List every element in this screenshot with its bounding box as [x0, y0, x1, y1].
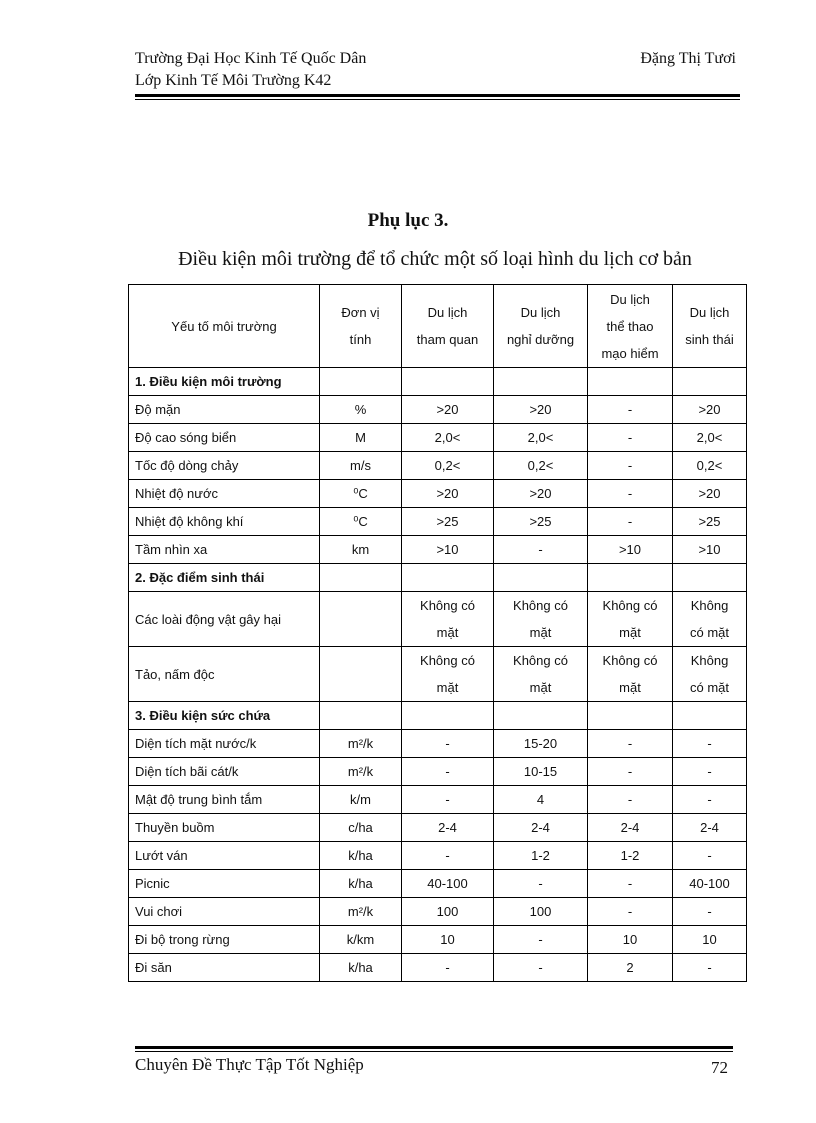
value-cell: -: [673, 842, 747, 870]
appendix-title: Phụ lục 3.: [367, 210, 449, 231]
value-cell: 4: [494, 786, 588, 814]
value-cell: -: [494, 926, 588, 954]
value-cell: km: [320, 536, 402, 564]
value-cell: 40-100: [673, 870, 747, 898]
value-cell: >25: [673, 508, 747, 536]
section-row: [129, 702, 747, 730]
table-row: [129, 926, 747, 954]
value-cell: 2: [588, 954, 673, 982]
value-cell: 2-4: [588, 814, 673, 842]
col-header-unit: Đơn vị tính: [320, 285, 402, 368]
value-cell: 0,2<: [673, 452, 747, 480]
row-label-cell: Độ mặn: [129, 396, 320, 424]
section-row: [129, 368, 747, 396]
value-cell: [320, 368, 402, 396]
value-cell: m²/k: [320, 898, 402, 926]
col-header-adventure: Du lịch thể thao mạo hiểm: [588, 285, 673, 368]
value-cell: >20: [402, 480, 494, 508]
row-label-cell: Mật độ trung bình tắm: [129, 786, 320, 814]
row-label-cell: Lướt ván: [129, 842, 320, 870]
value-cell: [320, 702, 402, 730]
footer-rule: [135, 1046, 733, 1049]
value-cell: %: [320, 396, 402, 424]
header-class: Lớp Kinh Tế Môi Trường K42: [135, 72, 332, 89]
value-cell: m²/k: [320, 758, 402, 786]
value-cell: Không có mặt: [402, 592, 494, 647]
value-cell: >20: [673, 480, 747, 508]
row-label-cell: Đi săn: [129, 954, 320, 982]
footer-title: Chuyên Đề Thực Tập Tốt Nghiệp: [135, 1055, 364, 1074]
table-row: [129, 480, 747, 508]
value-cell: 2,0<: [402, 424, 494, 452]
table-header-row: [129, 285, 747, 368]
value-cell: -: [494, 870, 588, 898]
value-cell: -: [588, 452, 673, 480]
table-row: [129, 508, 747, 536]
value-cell: -: [673, 758, 747, 786]
value-cell: -: [402, 758, 494, 786]
page-number: 72: [711, 1058, 728, 1077]
value-cell: -: [402, 730, 494, 758]
table-row: [129, 898, 747, 926]
header-author: Đặng Thị Tươi: [640, 50, 736, 67]
value-cell: 15-20: [494, 730, 588, 758]
value-cell: 10: [673, 926, 747, 954]
value-cell: [402, 368, 494, 396]
row-label-cell: Tảo, nấm độc: [129, 647, 320, 702]
value-cell: 0,2<: [494, 452, 588, 480]
value-cell: M: [320, 424, 402, 452]
row-label-cell: Diện tích bãi cát/k: [129, 758, 320, 786]
header-rule-thin: [135, 99, 740, 100]
value-cell: Không có mặt: [402, 647, 494, 702]
row-label-cell: Picnic: [129, 870, 320, 898]
value-cell: -: [588, 508, 673, 536]
value-cell: 0,2<: [402, 452, 494, 480]
header-school: Trường Đại Học Kinh Tế Quốc Dân: [135, 50, 367, 67]
footer-rule-thin: [135, 1051, 733, 1052]
col-header-eco: Du lịch sinh thái: [673, 285, 747, 368]
value-cell: -: [588, 730, 673, 758]
value-cell: -: [588, 758, 673, 786]
value-cell: >20: [402, 396, 494, 424]
row-label-cell: Vui chơi: [129, 898, 320, 926]
value-cell: -: [588, 786, 673, 814]
row-label-cell: Tầm nhìn xa: [129, 536, 320, 564]
value-cell: 2-4: [402, 814, 494, 842]
value-cell: 1-2: [588, 842, 673, 870]
value-cell: [402, 702, 494, 730]
value-cell: k/m: [320, 786, 402, 814]
value-cell: Không có mặt: [588, 592, 673, 647]
row-label-cell: Nhiệt độ không khí: [129, 508, 320, 536]
value-cell: Không có mặt: [494, 592, 588, 647]
value-cell: >10: [588, 536, 673, 564]
row-label-cell: Đi bộ trong rừng: [129, 926, 320, 954]
value-cell: ⁰C: [320, 480, 402, 508]
section-row: [129, 564, 747, 592]
value-cell: >20: [673, 396, 747, 424]
row-label-cell: 2. Đặc điểm sinh thái: [129, 564, 320, 592]
value-cell: Không có mặt: [673, 592, 747, 647]
value-cell: -: [673, 954, 747, 982]
value-cell: 1-2: [494, 842, 588, 870]
value-cell: >25: [494, 508, 588, 536]
value-cell: [673, 368, 747, 396]
value-cell: 100: [402, 898, 494, 926]
value-cell: [320, 564, 402, 592]
value-cell: -: [673, 898, 747, 926]
value-cell: [402, 564, 494, 592]
value-cell: -: [673, 730, 747, 758]
value-cell: >20: [494, 396, 588, 424]
value-cell: 2-4: [494, 814, 588, 842]
value-cell: -: [402, 954, 494, 982]
value-cell: ⁰C: [320, 508, 402, 536]
value-cell: [588, 564, 673, 592]
table-row: [129, 536, 747, 564]
value-cell: Không có mặt: [673, 647, 747, 702]
table-row: [129, 870, 747, 898]
value-cell: -: [588, 396, 673, 424]
value-cell: 2-4: [673, 814, 747, 842]
value-cell: -: [494, 954, 588, 982]
row-label-cell: Tốc độ dòng chảy: [129, 452, 320, 480]
value-cell: k/ha: [320, 870, 402, 898]
table-row: [129, 647, 747, 702]
row-label-cell: Nhiệt độ nước: [129, 480, 320, 508]
value-cell: 40-100: [402, 870, 494, 898]
value-cell: [320, 647, 402, 702]
row-label-cell: Các loài động vật gây hại: [129, 592, 320, 647]
value-cell: [588, 368, 673, 396]
value-cell: k/km: [320, 926, 402, 954]
value-cell: [588, 702, 673, 730]
value-cell: c/ha: [320, 814, 402, 842]
table-row: [129, 842, 747, 870]
row-label-cell: 1. Điều kiện môi trường: [129, 368, 320, 396]
col-header-resort: Du lịch nghỉ dưỡng: [494, 285, 588, 368]
value-cell: 10: [402, 926, 494, 954]
value-cell: 2,0<: [673, 424, 747, 452]
row-label-cell: Thuyền buồm: [129, 814, 320, 842]
value-cell: -: [588, 424, 673, 452]
table-row: [129, 954, 747, 982]
header-rule: [135, 94, 740, 97]
row-label-cell: Độ cao sóng biển: [129, 424, 320, 452]
value-cell: Không có mặt: [494, 647, 588, 702]
value-cell: >20: [494, 480, 588, 508]
value-cell: [494, 368, 588, 396]
table-row: [129, 758, 747, 786]
value-cell: 10: [588, 926, 673, 954]
value-cell: -: [588, 480, 673, 508]
value-cell: -: [673, 786, 747, 814]
value-cell: -: [494, 536, 588, 564]
value-cell: -: [588, 870, 673, 898]
value-cell: -: [588, 898, 673, 926]
row-label-cell: Diện tích mặt nước/k: [129, 730, 320, 758]
table-row: [129, 396, 747, 424]
value-cell: -: [402, 842, 494, 870]
appendix-subtitle: Điều kiện môi trường để tổ chức một số loại hình du lịch cơ bản: [178, 248, 692, 270]
value-cell: [673, 702, 747, 730]
value-cell: -: [402, 786, 494, 814]
table-row: [129, 424, 747, 452]
value-cell: >25: [402, 508, 494, 536]
col-header-factor: Yếu tố môi trường: [129, 285, 320, 368]
table-row: [129, 730, 747, 758]
value-cell: k/ha: [320, 954, 402, 982]
value-cell: 100: [494, 898, 588, 926]
value-cell: 10-15: [494, 758, 588, 786]
value-cell: [673, 564, 747, 592]
value-cell: [494, 702, 588, 730]
value-cell: >10: [673, 536, 747, 564]
value-cell: [494, 564, 588, 592]
table-row: [129, 814, 747, 842]
value-cell: Không có mặt: [588, 647, 673, 702]
value-cell: k/ha: [320, 842, 402, 870]
value-cell: [320, 592, 402, 647]
value-cell: 2,0<: [494, 424, 588, 452]
row-label-cell: 3. Điều kiện sức chứa: [129, 702, 320, 730]
conditions-table: [128, 284, 747, 982]
value-cell: m²/k: [320, 730, 402, 758]
table-row: [129, 592, 747, 647]
table-row: [129, 786, 747, 814]
value-cell: >10: [402, 536, 494, 564]
value-cell: m/s: [320, 452, 402, 480]
col-header-sightseeing: Du lịch tham quan: [402, 285, 494, 368]
table-row: [129, 452, 747, 480]
